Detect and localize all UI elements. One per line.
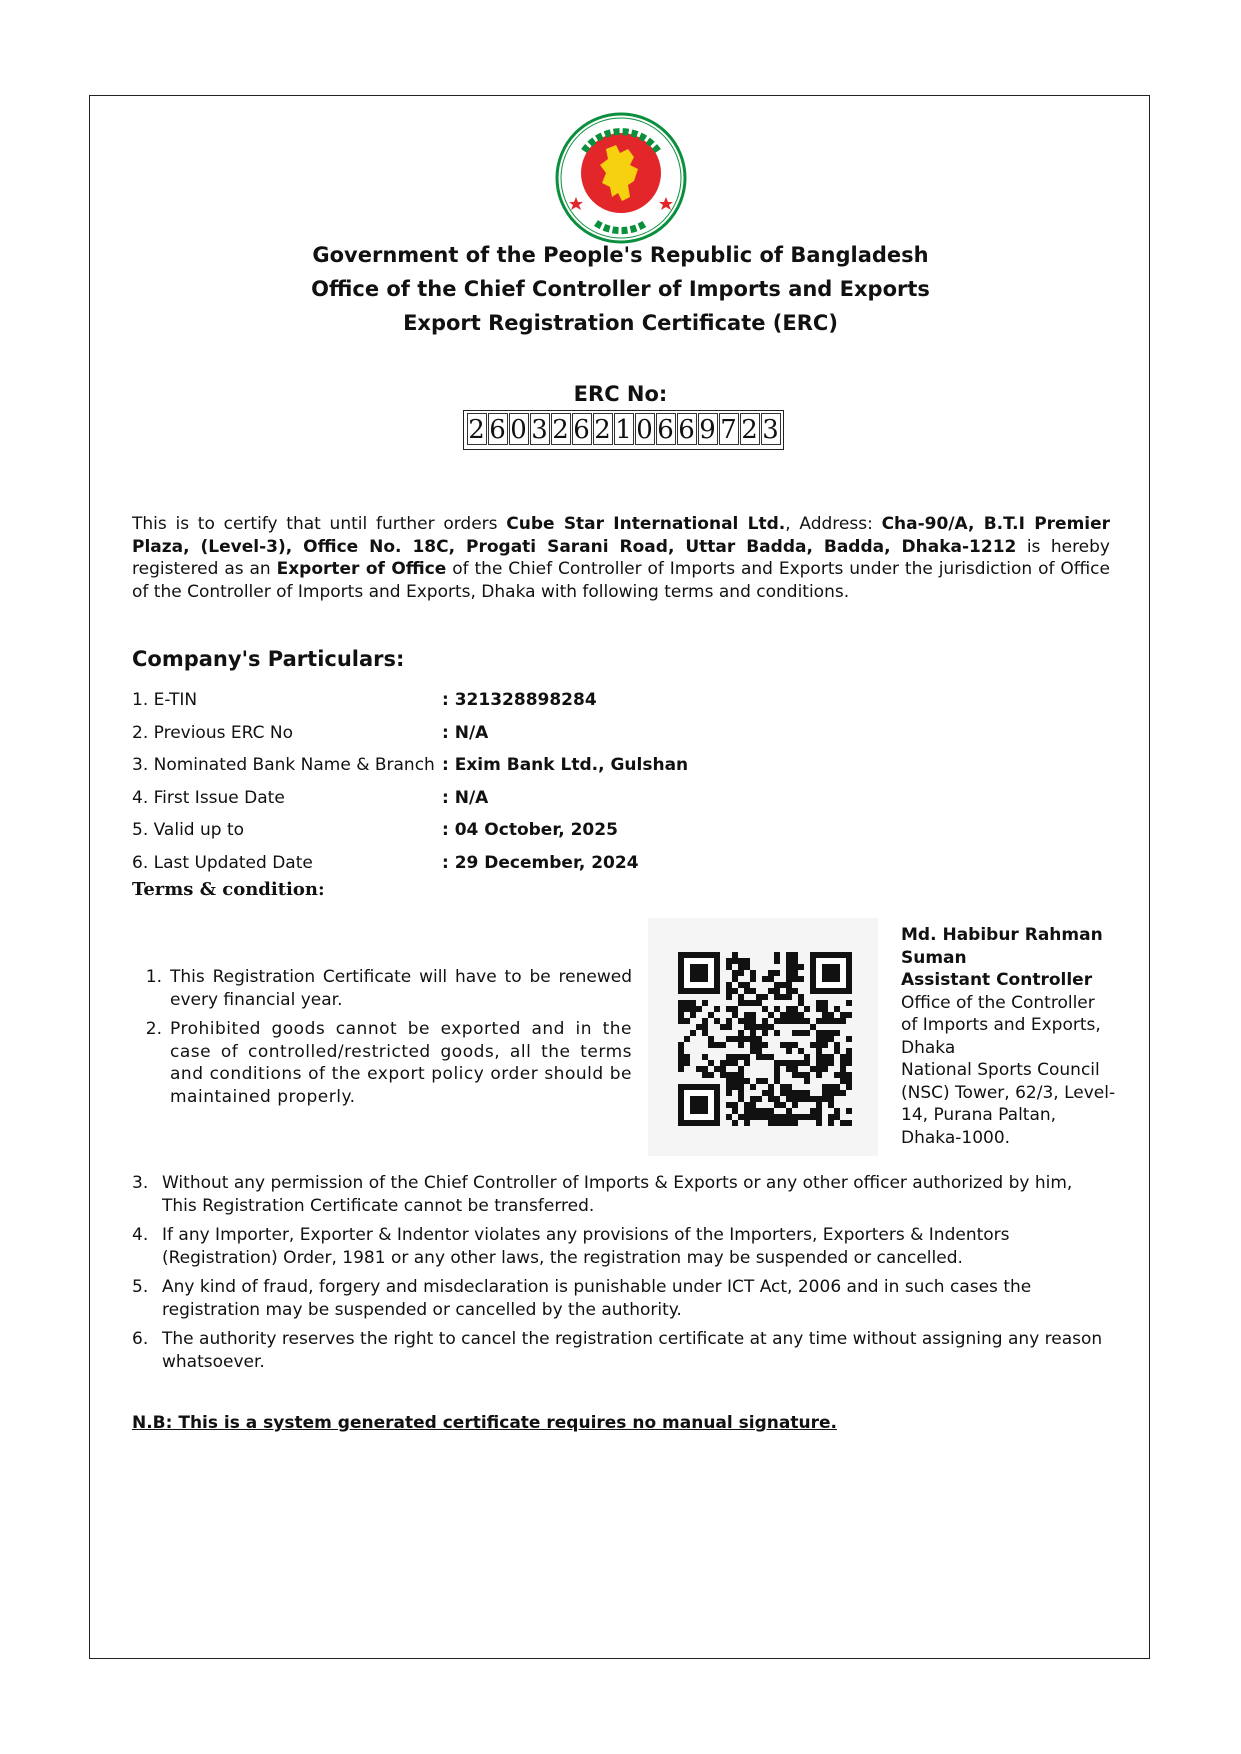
particular-label: 3. Nominated Bank Name & Branch bbox=[132, 755, 435, 776]
certification-paragraph bbox=[132, 513, 1110, 603]
term-item bbox=[132, 1328, 1110, 1373]
signatory-designation: Assistant Controller bbox=[901, 970, 1093, 990]
erc-digit: 2 bbox=[468, 415, 485, 445]
erc-digit: 3 bbox=[531, 415, 548, 445]
erc-number bbox=[463, 410, 784, 450]
particulars-list bbox=[132, 684, 832, 879]
cert-text: of the Chief Controller of Imports and Exports under the jurisdiction of Office of the Controller of Imports and Exports, Dhaka with following terms and conditions. bbox=[132, 559, 1110, 602]
company-address: Cha-90/A, B.T.I Premier Plaza, (Level-3), Office No. 18C, Progati Sarani Road, Uttar Badda, Badda, Dhaka-1212 bbox=[132, 514, 1111, 557]
particular-value: : 04 October, 2025 bbox=[442, 820, 618, 841]
terms-list bbox=[132, 966, 632, 1115]
registration-role: Exporter of Office bbox=[276, 559, 447, 579]
particular-row bbox=[132, 684, 832, 717]
erc-digit: 9 bbox=[699, 415, 716, 445]
particular-value: : N/A bbox=[442, 787, 489, 808]
erc-digit: 2 bbox=[594, 415, 611, 445]
term-number: 6. bbox=[132, 1329, 149, 1349]
erc-digit: 0 bbox=[510, 415, 527, 445]
particulars-title: Company's Particulars: bbox=[132, 647, 405, 671]
term-number: 1. bbox=[145, 967, 162, 987]
erc-digit: 2 bbox=[741, 415, 758, 445]
particular-row bbox=[132, 749, 832, 782]
particular-value: : 321328898284 bbox=[442, 690, 597, 711]
certificate-title: Export Registration Certificate (ERC) bbox=[403, 311, 838, 335]
erc-digit: 6 bbox=[489, 415, 506, 445]
government-seal-icon bbox=[554, 111, 688, 245]
term-number: 5. bbox=[132, 1277, 149, 1297]
term-text: Prohibited goods cannot be exported and in the case of controlled/restricted goods, all the terms and conditions of the export policy order should be maintained properly. bbox=[170, 1019, 632, 1107]
erc-label: ERC No: bbox=[573, 382, 668, 406]
system-generated-note: N.B: This is a system generated certificate requires no manual signature. bbox=[132, 1413, 837, 1433]
term-number: 3. bbox=[132, 1173, 149, 1193]
particular-value: : N/A bbox=[442, 722, 489, 743]
term-number: 2. bbox=[145, 1019, 162, 1039]
erc-digit: 3 bbox=[762, 415, 779, 445]
qr-code-panel bbox=[648, 918, 878, 1156]
term-text: Without any permission of the Chief Controller of Imports & Exports or any other officer authorized by him, This Registration Certificate cannot be transferred. bbox=[162, 1173, 1073, 1216]
term-item bbox=[132, 1018, 632, 1108]
government-heading: Government of the People's Republic of Bangladesh bbox=[312, 243, 929, 267]
qr-code-icon bbox=[678, 952, 852, 1126]
cert-text: , Address: bbox=[785, 514, 882, 534]
particular-row bbox=[132, 814, 832, 847]
term-number: 4. bbox=[132, 1225, 149, 1245]
particular-row bbox=[132, 782, 832, 815]
term-item bbox=[132, 966, 632, 1011]
particular-label: 2. Previous ERC No bbox=[132, 722, 293, 743]
cert-text: This is to certify that until further orders bbox=[132, 514, 507, 534]
particular-label: 5. Valid up to bbox=[132, 820, 245, 841]
cert-text: is hereby registered as an bbox=[132, 536, 1110, 579]
signatory-name: Md. Habibur Rahman Suman bbox=[901, 925, 1103, 968]
particular-value: : Exim Bank Ltd., Gulshan bbox=[442, 755, 689, 776]
signatory-office: Office of the Controller of Imports and Exports, Dhaka bbox=[901, 992, 1101, 1058]
terms-title: Terms & condition: bbox=[132, 879, 325, 900]
office-heading: Office of the Chief Controller of Imports and Exports bbox=[311, 277, 930, 301]
erc-digit: 6 bbox=[657, 415, 674, 445]
term-text: Any kind of fraud, forgery and misdeclaration is punishable under ICT Act, 2006 and in such cases the registration may be suspended or cancelled by the authority. bbox=[162, 1277, 1032, 1320]
company-name: Cube Star International Ltd. bbox=[506, 514, 786, 534]
term-text: The authority reserves the right to cancel the registration certificate at any time without assigning any reason whatsoever. bbox=[162, 1329, 1103, 1372]
particular-label: 1. E-TIN bbox=[132, 690, 198, 711]
particular-row bbox=[132, 847, 832, 880]
particular-label: 6. Last Updated Date bbox=[132, 852, 313, 873]
erc-digit: 0 bbox=[636, 415, 653, 445]
term-text: If any Importer, Exporter & Indentor violates any provisions of the Importers, Exporters & Indentors (Registration) Order, 1981 or any other laws, the registration may be suspended or cancelled. bbox=[162, 1225, 1010, 1268]
term-item bbox=[132, 1276, 1110, 1321]
erc-digit: 1 bbox=[615, 415, 632, 445]
erc-digit: 2 bbox=[552, 415, 569, 445]
signatory-address: National Sports Council (NSC) Tower, 62/3, Level-14, Purana Paltan, Dhaka-1000. bbox=[901, 1060, 1116, 1148]
term-item bbox=[132, 1172, 1110, 1217]
term-text: This Registration Certificate will have to be renewed every financial year. bbox=[170, 967, 632, 1010]
particular-label: 4. First Issue Date bbox=[132, 787, 285, 808]
erc-digit: 7 bbox=[720, 415, 737, 445]
particular-row bbox=[132, 717, 832, 750]
erc-digit: 6 bbox=[678, 415, 695, 445]
terms-list-continued bbox=[132, 1172, 1110, 1380]
signatory-block bbox=[901, 924, 1116, 1149]
erc-digit: 6 bbox=[573, 415, 590, 445]
particular-value: : 29 December, 2024 bbox=[442, 852, 639, 873]
term-item bbox=[132, 1224, 1110, 1269]
